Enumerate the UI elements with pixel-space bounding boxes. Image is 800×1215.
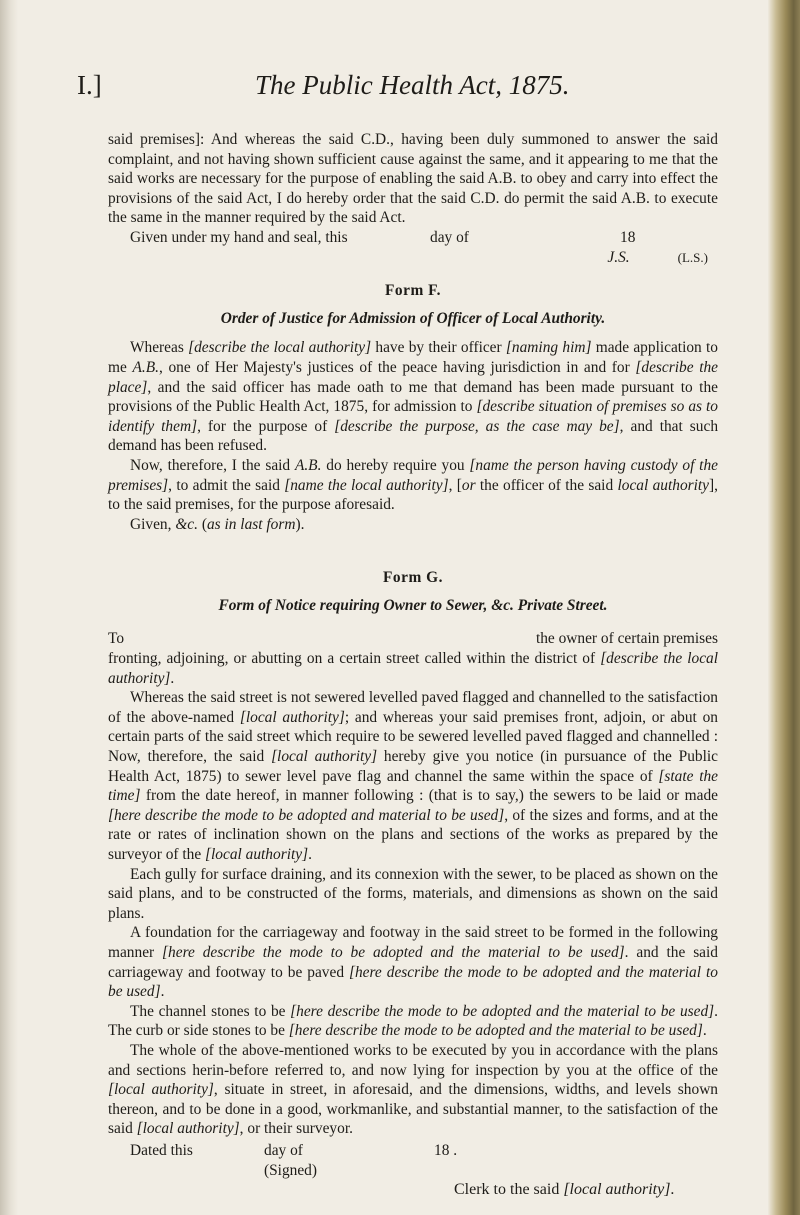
- text-run: have by their officer: [371, 339, 506, 357]
- text-run: , situate in street, in aforesaid, and the dimensions, widths, and levels shown thereon, and to be done in a good, workmanlike, and substantial manner, to the satisfaction of the said: [108, 1081, 719, 1138]
- italic-text-run: [state the time]: [108, 767, 718, 805]
- italic-text-run: A.B.: [132, 358, 159, 376]
- form-g-paragraph: [108, 1002, 718, 1041]
- signed-label: (Signed): [264, 1161, 318, 1179]
- italic-text-run: [local authority]: [108, 1081, 214, 1099]
- italic-text-run: [describe the local authority]: [188, 339, 372, 357]
- italic-text-run: [here describe the mode to be adopted and the material to be used]: [108, 963, 718, 1001]
- text-run: from the date hereof, in manner following : (that is to say,) the sewers to be laid or made: [140, 787, 718, 805]
- italic-text-run: [local authority]: [136, 1120, 240, 1138]
- text-run: .: [160, 983, 165, 1001]
- form-g-paragraph: [108, 865, 718, 924]
- running-title: The Public Health Act, 1875.: [255, 70, 570, 100]
- text-run: , and that such demand has been refused.: [108, 417, 719, 455]
- italic-text-run: [describe the place]: [108, 358, 718, 396]
- text-run: . The curb or side stones to be: [108, 1002, 719, 1040]
- italic-text-run: [local authority]: [205, 846, 309, 863]
- form-g-heading: Form G.: [383, 569, 443, 587]
- italic-text-run: [naming him]: [505, 339, 592, 357]
- page-left-shadow: [0, 0, 18, 1215]
- page-header: [77, 70, 717, 110]
- given-under-hand-text: Given under my hand and seal, this: [130, 228, 348, 246]
- form-g-subtitle: Form of Notice requiring Owner to Sewer, &c. Private Street.: [218, 596, 608, 614]
- text-run: . and the said carriageway and footway to be paved: [108, 943, 718, 981]
- text-run: .: [308, 846, 312, 863]
- text-run: Given,: [130, 515, 176, 533]
- form-e-signature: [108, 248, 718, 268]
- italic-text-run: [here describe the mode to be adopted and the material to be used]: [288, 1022, 703, 1040]
- text-run: .: [670, 1181, 675, 1199]
- italic-text-run: as in last form: [206, 515, 296, 533]
- form-f-paragraph: [108, 338, 718, 456]
- form-f-subtitle: Order of Justice for Admission of Officer of Local Authority.: [220, 309, 606, 327]
- form-g-address-line: [108, 629, 718, 649]
- form-g-paragraph: [108, 923, 718, 1001]
- form-g-dated-line: [130, 1141, 718, 1161]
- text-run: fronting, adjoining, or abutting on a certain street called within the district of: [108, 650, 601, 668]
- text-run: Whereas: [130, 339, 189, 357]
- form-e-closing-paragraph: said premises]: And whereas the said C.D., having been duly summoned to answer the said complaint, and not having shown sufficient cause against the same, and it appearing to me that the said works are necessary for the purpose of enabling the said A.B. to obey and carry into effect the provisions of the said Act, I do hereby order that the said C.D. do permit the said A.B. to execute the same in the manner required by the said Act.: [108, 131, 718, 227]
- text-run: , and the said officer has made oath to me that demand has been made pursuant to the provisions of the Public Health Act, 1875, for admission to: [108, 378, 718, 416]
- form-g-body: [108, 649, 718, 1139]
- owner-text: the owner of certain premises: [535, 630, 718, 648]
- text-run: .: [170, 669, 175, 687]
- text-run: (: [197, 515, 207, 533]
- italic-text-run: local authority: [617, 476, 710, 494]
- form-f-paragraph: [108, 515, 718, 535]
- text-run: Now, therefore, I the said: [130, 456, 295, 474]
- italic-text-run: [here describe the mode to be adopted and the material to be used]: [162, 943, 625, 961]
- italic-text-run: [describe situation of premises so as to identify them]: [108, 398, 719, 435]
- form-f-heading: Form F.: [385, 282, 441, 300]
- italic-text-run: [describe the purpose, as the case may be]: [334, 417, 620, 435]
- italic-text-run: &c.: [175, 515, 198, 533]
- text-run: .: [702, 1022, 707, 1040]
- italic-text-run: [here describe the mode to be adopted and the material to be used]: [290, 1002, 715, 1020]
- italic-text-run: [local authority]: [239, 708, 345, 726]
- form-f-paragraph: [108, 456, 718, 515]
- page-body: [108, 130, 718, 1200]
- text-run: do hereby require you: [321, 456, 470, 474]
- form-g-paragraph: [108, 688, 718, 864]
- text-run: Whereas the said street is not sewered levelled paved flagged and channelled to the satisfaction of the above-named: [108, 689, 718, 726]
- dated-this-text: Dated this: [130, 1141, 193, 1159]
- clerk-signature-line: [454, 1180, 718, 1200]
- italic-text-run: [here describe the mode to be adopted and material to be used]: [108, 806, 505, 824]
- seal-mark: (L.S.): [677, 249, 708, 265]
- text-run: ).: [295, 515, 305, 533]
- italic-text-run: [describe the local authority]: [108, 650, 718, 687]
- italic-text-run: [name the local authority]: [284, 476, 449, 494]
- to-label: To: [108, 630, 125, 648]
- text-run: Each gully for surface draining, and its connexion with the sewer, to be placed as shown on the said plans, and to be constructed of the forms, materials, and dimensions as shown on the said plans.: [108, 865, 718, 922]
- text-run: The channel stones to be: [130, 1002, 291, 1020]
- text-run: , of the sizes and forms, and at the rate or rates of inclination shown on the plans and sections of the works as prepared by the surveyor of the: [108, 806, 719, 863]
- year-text: 18: [620, 228, 636, 246]
- text-run: , for the purpose of: [197, 417, 335, 435]
- day-of-text: day of: [264, 1141, 303, 1159]
- italic-text-run: [local authority]: [271, 748, 378, 766]
- text-run: The whole of the above-mentioned works to be executed by you in accordance with the plans and sections herin-before referred to, and now lying for inspection by you at the office of the: [108, 1041, 718, 1079]
- section-number: I.]: [77, 70, 102, 100]
- text-run: ], to the said premises, for the purpose aforesaid.: [108, 476, 718, 514]
- text-run: the officer of the said: [475, 476, 618, 494]
- text-run: , to admit the said: [168, 476, 285, 494]
- italic-text-run: or: [461, 476, 476, 494]
- italic-text-run: A.B.: [294, 456, 322, 474]
- form-e-given-line: [130, 228, 718, 248]
- form-g-paragraph: [108, 649, 718, 688]
- form-f-body: [108, 338, 718, 534]
- text-run: hereby give you notice (in pursuance of the Public Health Act, 1875) to sewer level pave flag and channel the same within the space of: [108, 748, 719, 785]
- justice-initials: J.S.: [607, 248, 630, 266]
- italic-text-run: [local authority]: [563, 1181, 671, 1199]
- text-run: A foundation for the carriageway and footway in the said street to be formed in the following manner: [108, 924, 718, 961]
- year-text: 18 .: [434, 1141, 458, 1159]
- page-gutter-edge: [768, 0, 800, 1215]
- text-run: , [: [448, 476, 462, 494]
- day-of-text: day of: [430, 228, 469, 246]
- text-run: , or their surveyor.: [239, 1120, 353, 1138]
- italic-text-run: [name the person having custody of the premises]: [108, 456, 718, 494]
- text-run: Clerk to the said: [454, 1181, 564, 1199]
- text-run: , one of Her Majesty's justices of the peace having jurisdiction in and for: [158, 358, 636, 376]
- text-run: made application to me: [108, 339, 718, 376]
- text-run: ; and whereas your said premises front, adjoin, or abut on certain parts of the said street which require to be sewered levelled paved flagged and channelled : Now, therefore, the said: [108, 708, 718, 766]
- form-g-paragraph: [108, 1041, 718, 1139]
